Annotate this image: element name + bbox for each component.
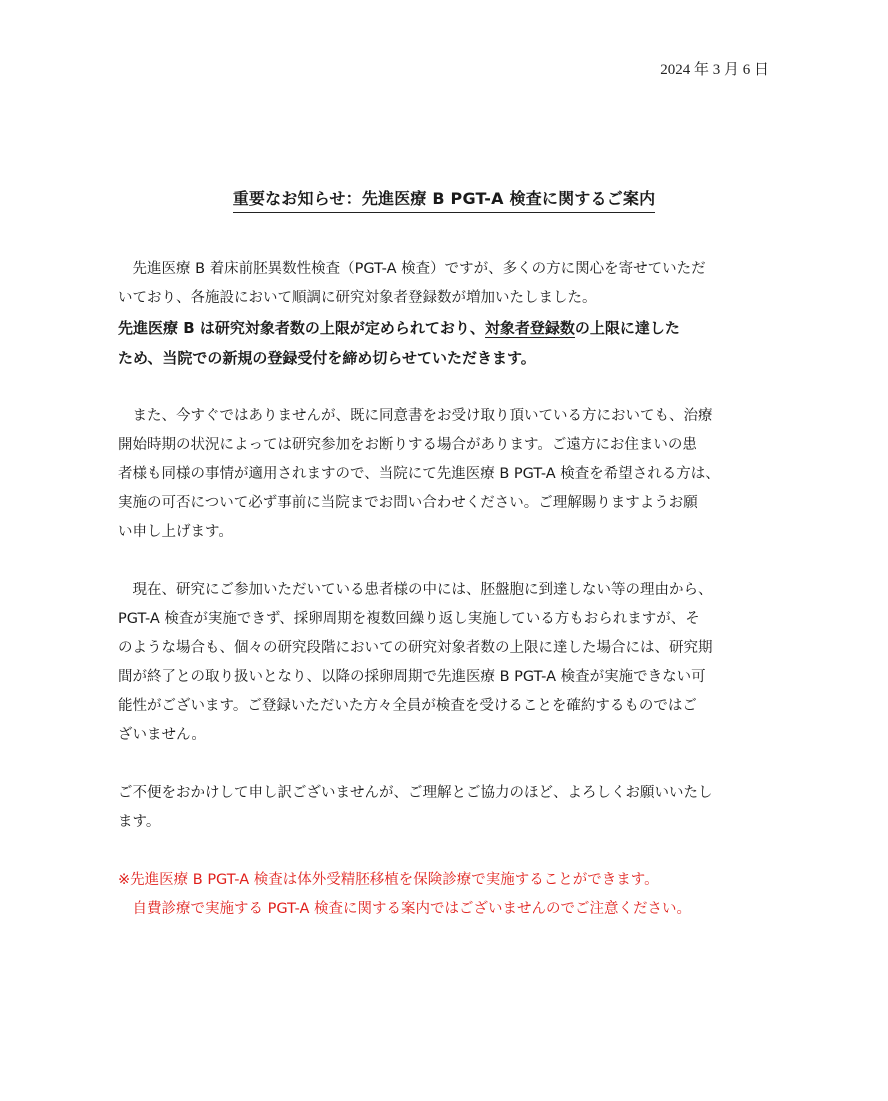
paragraph-line: ご不便をおかけして申し訳ございませんが、ご理解とご協力のほど、よろしくお願いいたし <box>118 785 713 801</box>
paragraph-line: 間が終了との取り扱いとなり、以降の採卵周期で先進医療 B PGT-A 検査が実施できない可 <box>118 669 706 685</box>
paragraph-line: 現在、研究にご参加いただいている患者様の中には、胚盤胞に到達しない等の理由から、 <box>132 582 713 598</box>
bold-notice-text: 先進医療 B は研究対象者数の上限が定められており、 <box>118 319 485 337</box>
paragraph-line: 開始時期の状況によっては研究参加をお断りする場合があります。ご遠方にお住まいの患 <box>118 437 697 453</box>
paragraph-gap <box>118 750 773 779</box>
bold-notice-line: ため、当院での新規の登録受付を締め切らせていただきます。 <box>118 349 536 367</box>
paragraph-line: いており、各施設において順調に研究対象者登録数が増加いたしました。 <box>118 290 597 306</box>
paragraph-line: のような場合も、個々の研究段階においての研究対象者数の上限に達した場合には、研究期 <box>118 640 713 656</box>
paragraph-line: 実施の可否について必ず事前に当院までお問い合わせください。ご理解賜りますようお願 <box>118 495 698 511</box>
paragraph-line: 先進医療 B 着床前胚異数性検査（PGT-A 検査）ですが、多くの方に関心を寄せていただ <box>132 261 706 277</box>
paragraph-line: 能性がございます。ご登録いただいた方々全員が検査を受けることを確約するものではご <box>118 698 697 714</box>
paragraph-gap <box>118 837 773 866</box>
insurance-note-line: 自費診療で実施する PGT-A 検査に関する案内ではございませんのでご注意ください。 <box>132 901 692 917</box>
paragraph-line: 者様も同様の事情が適用されますので、当院にて先進医療 B PGT-A 検査を希望される方は、 <box>118 466 720 482</box>
paragraph-line: い申し上げます。 <box>118 524 233 540</box>
paragraph-line: PGT-A 検査が実施できず、採卵周期を複数回繰り返し実施している方もおられますが、そ <box>118 611 700 627</box>
underlined-text: 対象者登録数 <box>484 319 575 337</box>
document-date: 2024 年 3 月 6 日 <box>660 62 769 78</box>
document-title: 重要なお知らせ：先進医療 B PGT-A 検査に関するご案内 <box>233 186 656 213</box>
bold-notice-text: の上限に達した <box>574 319 680 337</box>
document-body <box>118 255 773 924</box>
bold-notice-line <box>118 313 773 343</box>
insurance-note-line: ※先進医療 B PGT-A 検査は体外受精胚移植を保険診療で実施することができます。 <box>118 872 659 888</box>
paragraph-gap <box>118 373 773 402</box>
paragraph-gap <box>118 547 773 576</box>
paragraph-line: また、今すぐではありませんが、既に同意書をお受け取り頂いている方においても、治療 <box>132 408 713 424</box>
paragraph-line: ざいません。 <box>118 727 206 743</box>
paragraph-line: ます。 <box>118 814 161 830</box>
title-container <box>0 186 888 213</box>
